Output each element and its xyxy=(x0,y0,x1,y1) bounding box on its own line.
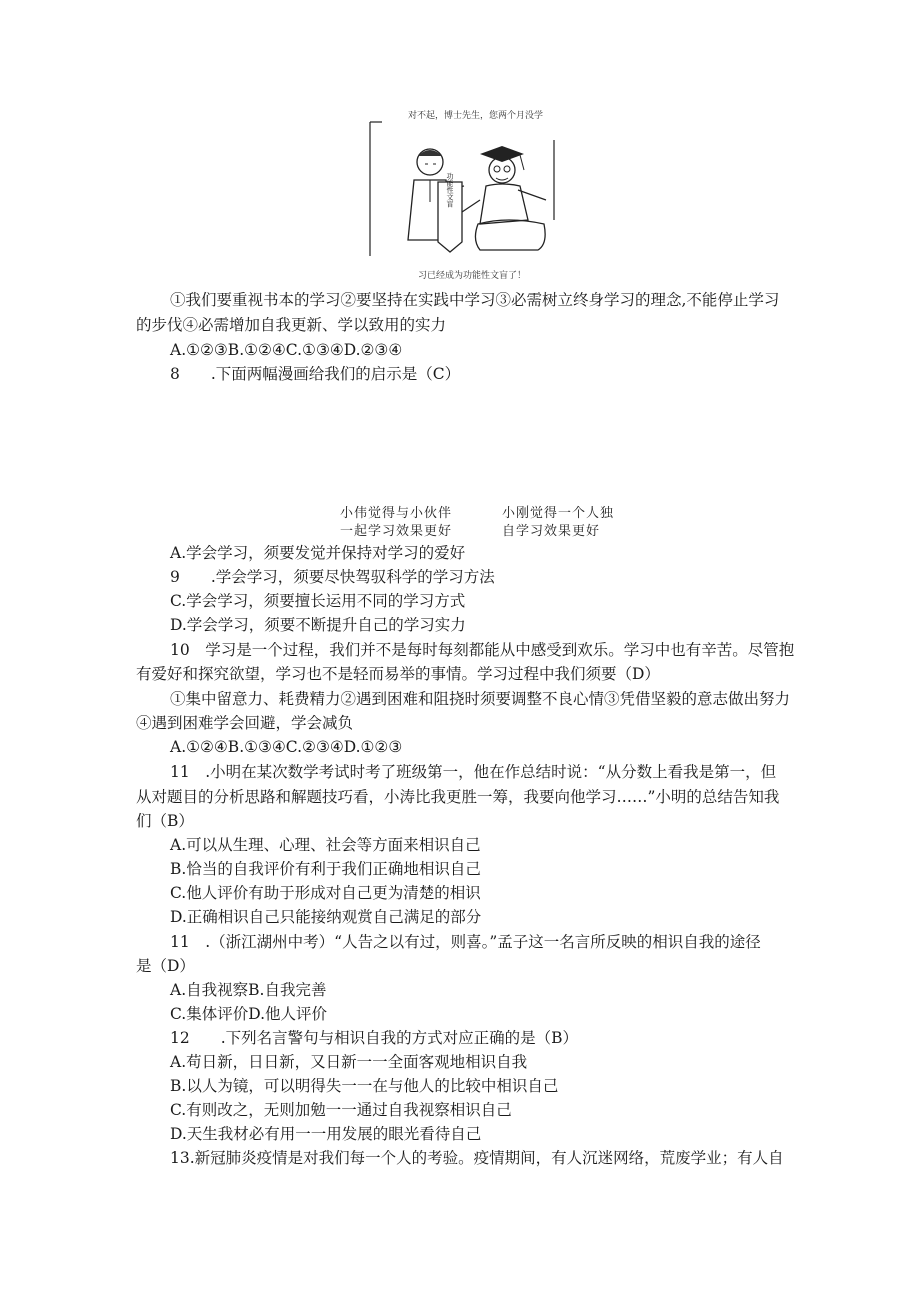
q11a-stem-line2: 从对题目的分析思路和解题技巧看，小涛比我更胜一筹，我要向他学习……”小明的总结告知我 xyxy=(136,788,780,806)
q11a-choice-b: B.恰当的自我评价有利于我们正确地相识自己 xyxy=(170,860,481,878)
cartoon-illustration xyxy=(368,120,558,258)
cartoon-caption-bottom: 习已经成为功能性文盲了！ xyxy=(418,271,527,281)
q12-choice-a: A.苟日新，日日新，又日新一一全面客观地相识自我 xyxy=(170,1053,528,1071)
q11a-choice-a: A.可以从生理、心理、社会等方面来相识自己 xyxy=(170,836,481,854)
q10-options-line2: ④遇到困难学会回避，学会减负 xyxy=(136,714,354,732)
q12-choice-c: C.有则改之，无则加勉一一通过自我视察相识自己 xyxy=(170,1101,512,1119)
q7-choices: A.①②③B.①②④C.①③④D.②③④ xyxy=(170,341,403,359)
q11a-stem-line3: 们（B） xyxy=(136,812,194,830)
cartoon-caption-top: 对不起，博士先生，您两个月没学 xyxy=(408,111,544,121)
q11a-choice-d: D.正确相识自己只能接纳观赏自己满足的部分 xyxy=(170,908,482,926)
banner-text: 功能性文盲 xyxy=(446,172,454,208)
q11b-stem-line1: 11 .（浙江湖州中考）“人告之以有过，则喜。”孟子这一名言所反映的相识自我的途径 xyxy=(170,933,761,951)
q8-choice-b: 9 .学会学习，须要尽快驾驭科学的学习方法 xyxy=(170,568,495,586)
q10-stem-line2: 有爱好和探究欲望，学习也不是轻而易举的事情。学习过程中我们须要（D） xyxy=(136,665,660,683)
q11b-choices-line1: A.自我视察B.自我完善 xyxy=(170,981,327,999)
q12-choice-d: D.天生我材必有用一一用发展的眼光看待自己 xyxy=(170,1125,482,1143)
q8-choice-d: D.学会学习，须要不断提升自己的学习实力 xyxy=(170,616,466,634)
q10-choices: A.①②④B.①③④C.②③④D.①②③ xyxy=(170,738,403,756)
q11a-choice-c: C.他人评价有助于形成对自己更为清楚的相识 xyxy=(170,884,481,902)
q7-options-line2: 的步伐④必需增加自我更新、学以致用的实力 xyxy=(136,316,447,334)
q12-choice-b: B.以人为镜，可以明得失一一在与他人的比较中相识自己 xyxy=(170,1077,559,1095)
q11a-stem-line1: 11 .小明在某次数学考试时考了班级第一，他在作总结时说：“从分数上看我是第一，但 xyxy=(170,763,777,781)
q10-options-line1: ①集中留意力、耗费精力②遇到困难和阻挠时须要调整不良心情③凭借坚毅的意志做出努力 xyxy=(170,690,791,708)
q8-caption-left-1: 小伟觉得与小伙伴 xyxy=(340,506,453,521)
q10-stem-line1: 10 学习是一个过程，我们并不是每时每刻都能从中感受到欢乐。学习中也有辛苦。尽管抱 xyxy=(170,641,795,659)
q8-caption-right-1: 小刚觉得一个人独 xyxy=(502,506,615,521)
q8-choice-c: C.学会学习，须要擅长运用不同的学习方式 xyxy=(170,592,466,610)
q8-caption-left-2: 一起学习效果更好 xyxy=(340,524,453,539)
q7-options-line1: ①我们要重视书本的学习②要坚持在实践中学习③必需树立终身学习的理念,不能停止学习 xyxy=(170,291,780,309)
q8-choice-a: A.学会学习，须要发觉并保持对学习的爱好 xyxy=(170,544,466,562)
q12-stem: 12 .下列名言警句与相识自我的方式对应正确的是（B） xyxy=(170,1029,579,1047)
q8-caption-right-2: 自学习效果更好 xyxy=(502,524,601,539)
q11b-stem-line2: 是（D） xyxy=(136,957,195,975)
q13-stem-line1: 13.新冠肺炎疫情是对我们每一个人的考验。疫情期间，有人沉迷网络，荒废学业；有人自 xyxy=(170,1149,784,1167)
q8-stem: 8 .下面两幅漫画给我们的启示是（C） xyxy=(170,365,461,383)
q11b-choices-line2: C.集体评价D.他人评价 xyxy=(170,1005,328,1023)
